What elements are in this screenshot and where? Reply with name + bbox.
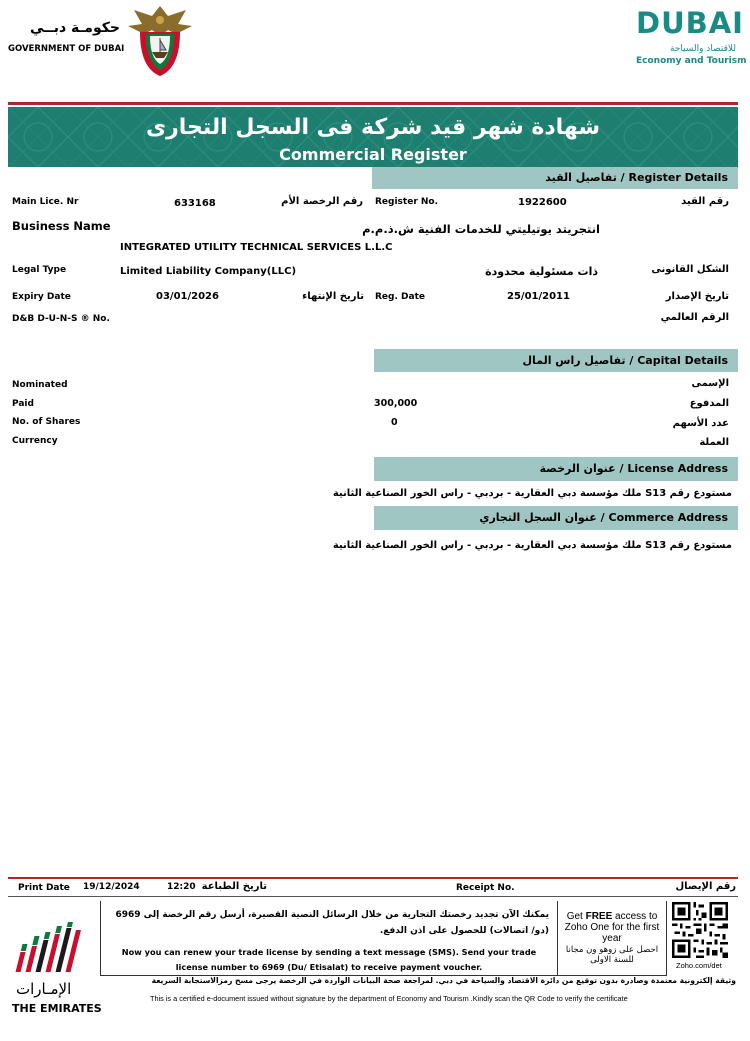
print-date-value: 19/12/2024	[83, 882, 140, 892]
paid-label: Paid	[12, 399, 34, 409]
government-of-dubai-logo	[8, 20, 125, 60]
dubai-en-text: Economy and Tourism	[636, 56, 747, 66]
zoho-ad-ar: احصل على زوهو ون مجانا للسنة الاولى	[565, 945, 659, 965]
gov-en-text: GOVERNMENT OF DUBAI	[8, 44, 125, 54]
certified-notice-ar: وثيقة إلكترونية معتمدة وصادرة بدون توقيع من دائرة الاقتصاد والسياحة في دبي. لمراجعة صحة البيانات الواردة في الرخصة يرجى مسح رمزالاستجابة السريعة	[151, 976, 736, 985]
register-no-ar-label: رقم القيد	[681, 196, 729, 207]
gov-ar-text: حكومـة دبــي	[29, 20, 120, 36]
legal-type-label: Legal Type	[12, 265, 67, 275]
register-no-label: Register No.	[375, 197, 439, 207]
register-details-bar	[372, 167, 738, 189]
sms-notice-ar: يمكنك الآن تجديد رخصتك التجارية من خلال الرسائل النصية القصيرة، أرسل رقم الرخصة إلى 6969 (دو/ اتصالات) للحصول على اذن الدفع.	[115, 910, 549, 936]
business-name-ar-value: انتجريتد يوتيليتي للخدمات الفنية ش.ذ.م.م	[362, 222, 600, 236]
receipt-no-ar-label: رقم الإيصال	[675, 881, 736, 892]
shares-ar-label: عدد الأسهم	[672, 418, 729, 429]
zoho-ad-en-1: Get	[566, 911, 586, 922]
emirates-stripes-icon	[10, 922, 95, 978]
zoho-ad-en-2: access to Zoho One for the first year	[564, 911, 660, 944]
banner-title-ar: شهادة شهر قيد شركة فى السجل التجارى	[145, 115, 601, 140]
expiry-date-label: Expiry Date	[12, 292, 71, 302]
license-address-bar-label: License Address / عنوان الرخصة	[539, 462, 728, 475]
duns-ar-label: الرقم العالمي	[660, 312, 729, 323]
legal-type-value: Limited Liability Company(LLC)	[120, 266, 297, 277]
reg-date-label: Reg. Date	[375, 292, 425, 302]
currency-ar-label: العملة	[699, 437, 729, 448]
receipt-no-label: Receipt No.	[456, 883, 515, 893]
shares-value: 0	[391, 417, 398, 428]
paid-ar-label: المدفوع	[689, 398, 729, 409]
legal-type-ar-label: الشكل القانونى	[651, 264, 729, 275]
zoho-ad[interactable]	[558, 901, 667, 976]
reg-date-value: 25/01/2011	[507, 291, 570, 302]
shares-label: No. of Shares	[12, 417, 81, 427]
legal-type-ar-value: ذات مسئولية محدودة	[485, 265, 598, 278]
paid-value: 300,000	[374, 398, 418, 409]
commerce-address-bar	[374, 506, 738, 530]
emirates-ar-text: الإمـارات	[16, 980, 72, 998]
sms-notice-en: Now you can renew your trade license by sending a text message (SMS). Send your trade license number to 6969 (Du/ Etisalat) to receive payment voucher.	[121, 947, 537, 972]
zoho-ad-free: FREE	[585, 911, 613, 922]
business-name-label: Business Name	[12, 219, 111, 233]
footer-divider	[8, 896, 738, 897]
license-address-bar	[374, 457, 738, 481]
capital-details-bar	[374, 349, 738, 372]
nominated-label: Nominated	[12, 380, 68, 390]
print-time-value: 12:20	[167, 882, 196, 892]
dubai-emblem-icon	[122, 2, 198, 78]
expiry-date-value: 03/01/2026	[156, 291, 219, 302]
commerce-address-bar-label: Commerce Address / عنوان السجل التجاري	[479, 511, 728, 524]
qr-code-icon	[672, 902, 728, 958]
commerce-address-value: مستودع رقم S13 ملك مؤسسة دبي العقارية - بردبي - راس الخور الصناعية الثانية	[332, 540, 732, 551]
expiry-date-ar-label: تاريخ الإنتهاء	[302, 291, 364, 302]
title-banner	[8, 107, 738, 167]
emirates-en-text: THE EMIRATES	[12, 1002, 102, 1015]
capital-details-bar-label: Capital Details / تفاصيل راس المال	[522, 354, 728, 367]
footer-top-line	[8, 877, 738, 879]
register-no-value: 1922600	[518, 197, 567, 208]
header-divider	[8, 102, 738, 105]
zoho-url[interactable]: Zoho.com/det	[676, 961, 722, 970]
banner-title-en: Commercial Register	[279, 145, 467, 164]
print-date-ar-label: تاريخ الطباعة	[201, 881, 267, 892]
dubai-economy-tourism-logo	[634, 6, 747, 68]
dubai-ar-text: للاقتصاد والسياحة	[669, 44, 736, 54]
reg-date-ar-label: تاريخ الإصدار	[665, 291, 729, 302]
currency-label: Currency	[12, 436, 58, 446]
business-name-en-value: INTEGRATED UTILITY TECHNICAL SERVICES L.L.C	[120, 242, 393, 253]
nominated-ar-label: الإسمى	[691, 378, 729, 389]
zoho-ad-en	[560, 911, 664, 944]
certified-notice-en: This is a certified e-document issued without signature by the department of Economy and Tourism .Kindly scan the QR Code to verify the certificate	[150, 994, 628, 1003]
dubai-logo-text: DUBAI	[636, 6, 744, 40]
duns-label: D&B D-U-N-S ® No.	[12, 314, 110, 324]
register-details-bar-label: Register Details / تفاصيل القيد	[545, 171, 728, 184]
main-lice-ar-label: رقم الرخصة الأم	[281, 196, 363, 207]
main-lice-value: 633168	[174, 198, 216, 209]
the-emirates-logo	[10, 922, 102, 1018]
print-date-label: Print Date	[18, 883, 70, 893]
main-lice-label: Main Lice. Nr	[12, 197, 79, 207]
license-address-value: مستودع رقم S13 ملك مؤسسة دبي العقارية - بردبي - راس الخور الصناعية الثانية	[332, 488, 732, 499]
sms-notice-box	[100, 901, 558, 976]
qr-code[interactable]	[672, 902, 728, 958]
